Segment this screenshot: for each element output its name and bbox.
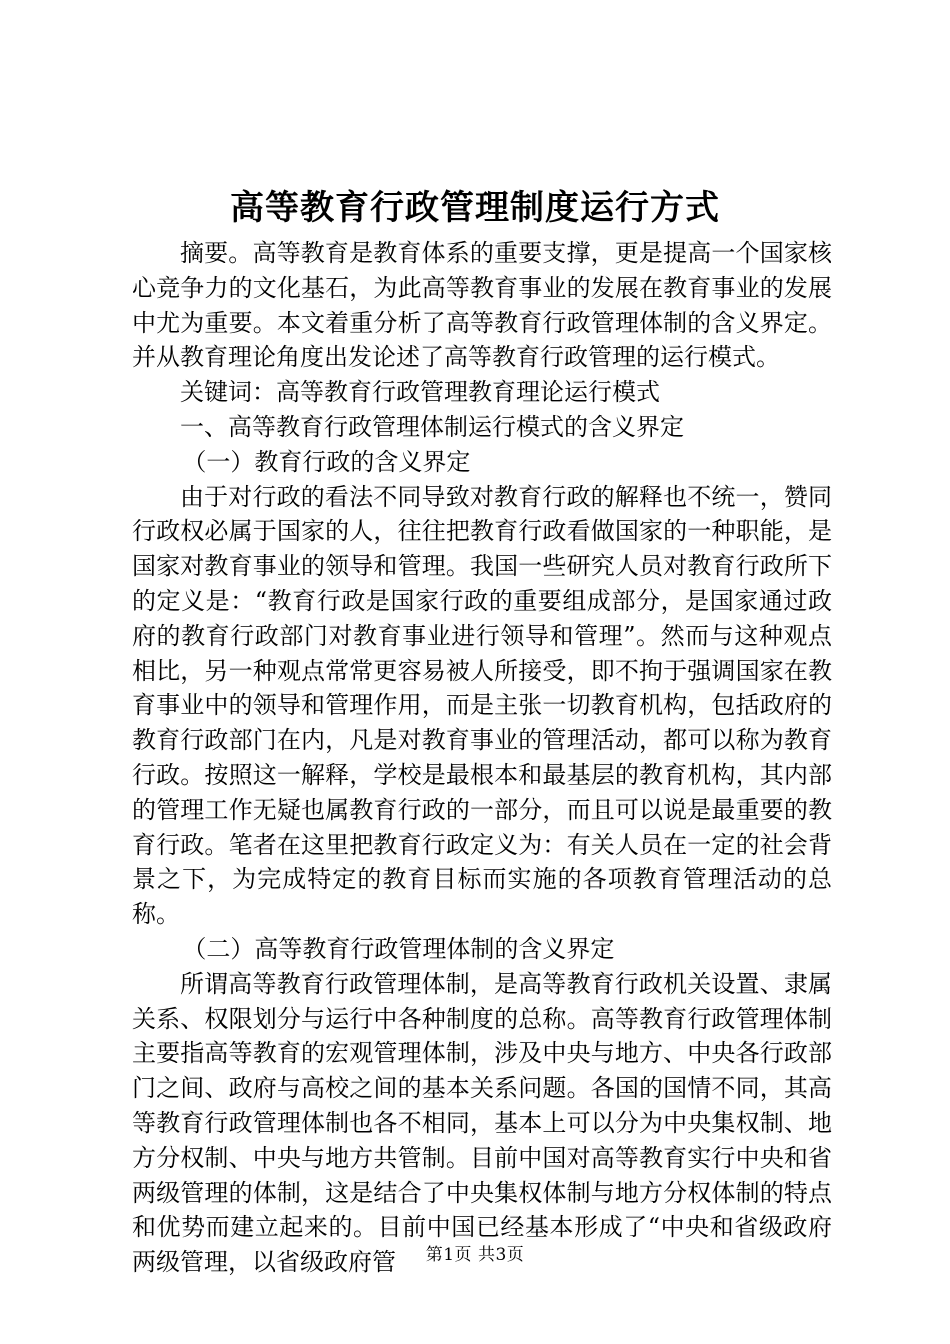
section-heading-1: 一、高等教育行政管理体制运行模式的含义界定 xyxy=(180,412,684,441)
subsection-heading-2: （二）高等教育行政管理体制的含义界定 xyxy=(182,934,615,963)
document-body xyxy=(132,236,832,1280)
body-paragraph-2: 所谓高等教育行政管理体制，是高等教育行政机关设置、隶属关系、权限划分与运行中各种制度的总称。高等教育行政管理体制主要指高等教育的宏观管理体制，涉及中央与地方、中央各行政部门之间、政府与高校之间的基本关系问题。各国的国情不同，其高等教育行政管理体制也各不相同，基本上可以分为中央集权制、地方分权制、中央与地方共管制。目前中国对高等教育实行中央和省两级管理的体制，这是结合了中央集权体制与地方分权体制的特点和优势而建立起来的。目前中国已经基本形成了“中央和省级政府两级管理，以省级政府管 xyxy=(132,969,832,1277)
keywords-line: 关键词：高等教育行政管理教育理论运行模式 xyxy=(180,378,660,407)
abstract-paragraph: 摘要。高等教育是教育体系的重要支撑，更是提高一个国家核心竞争力的文化基石，为此高等教育事业的发展在教育事业的发展中尤为重要。本文着重分析了高等教育行政管理体制的含义界定。并从教育理论角度出发论述了高等教育行政管理的运行模式。 xyxy=(132,239,832,372)
body-paragraph-1: 由于对行政的看法不同导致对教育行政的解释也不统一，赞同行政权必属于国家的人，往往把教育行政看做国家的一种职能，是国家对教育事业的领导和管理。我国一些研究人员对教育行政所下的定义是：“教育行政是国家行政的重要组成部分，是国家通过政府的教育行政部门对教育事业进行领导和管理”。然而与这种观点相比，另一种观点常常更容易被人所接受，即不拘于强调国家在教育事业中的领导和管理作用，而是主张一切教育机构，包括政府的教育行政部门在内，凡是对教育事业的管理活动，都可以称为教育行政。按照这一解释，学校是最根本和最基层的教育机构，其内部的管理工作无疑也属教育行政的一部分，而且可以说是最重要的教育行政。笔者在这里把教育行政定义为：有关人员在一定的社会背景之下，为完成特定的教育目标而实施的各项教育管理活动的总称。 xyxy=(132,482,832,929)
page-footer: 第1页 共3页 xyxy=(425,1245,525,1265)
subsection-heading-1: （一）教育行政的含义界定 xyxy=(182,447,471,476)
document-title: 高等教育行政管理制度运行方式 xyxy=(230,188,720,228)
